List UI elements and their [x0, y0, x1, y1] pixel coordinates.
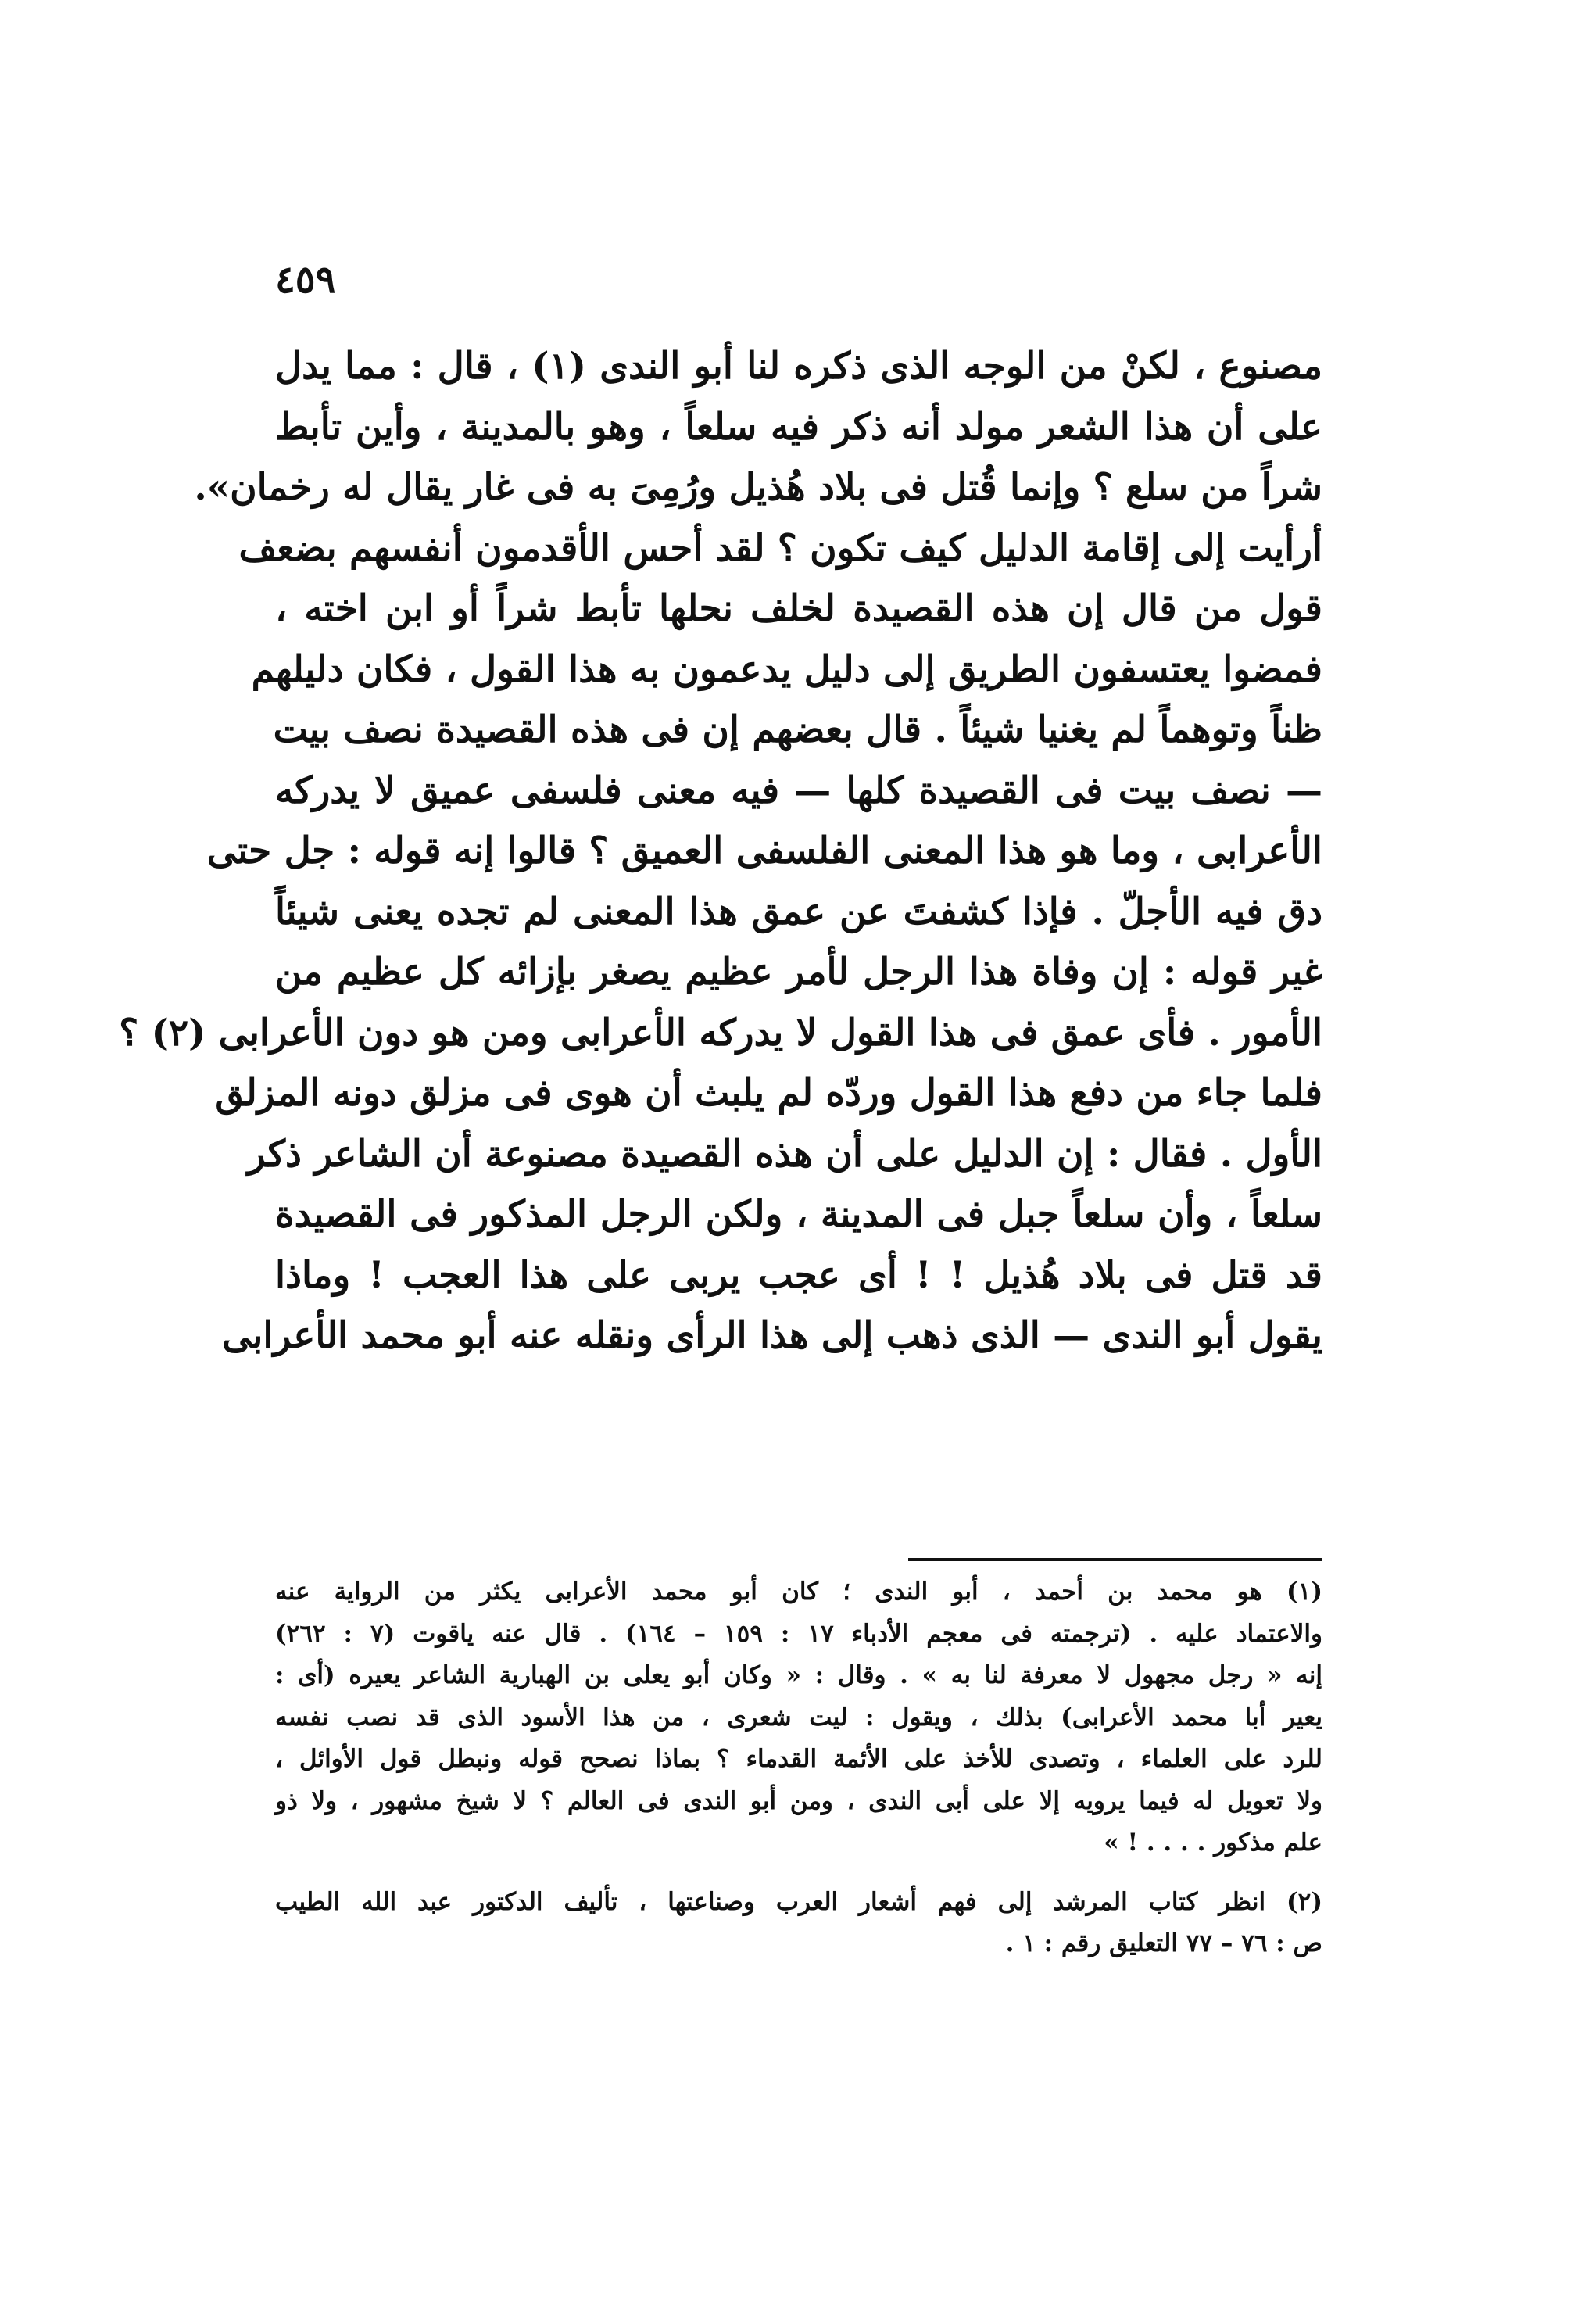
text-line: مصنوع ، لكنْ من الوجه الذى ذكره لنا أبو الندى (١) ، قال : مما يدل	[275, 345, 1322, 388]
text-line: قول من قال إن هذه القصيدة لخلف نحلها تأبط شراً أو ابن اخته ،	[275, 587, 1322, 630]
text-line: فلما جاء من دفع هذا القول وردّه لم يلبث أن هوى فى مزلق دونه المزلق	[215, 1072, 1322, 1115]
text-line: ظناً وتوهماً لم يغنيا شيئاً . قال بعضهم إن فى هذه القصيدة نصف بيت	[273, 708, 1322, 751]
text-line: غير قوله : إن وفاة هذا الرجل لأمر عظيم يصغر بإزائه كل عظيم من	[275, 951, 1322, 994]
footnote-line: علم مذكور . . . . ! »	[1104, 1828, 1322, 1857]
text-line: شراً من سلع ؟ وإنما قُتل فى بلاد هُذيل ورُمِىَ به فى غار يقال له رخمان».	[194, 466, 1322, 509]
text-line: سلعاً ، وأن سلعاً جبل فى المدينة ، ولكن الرجل المذكور فى القصيدة	[275, 1193, 1322, 1236]
footnotes	[275, 1571, 1322, 1965]
text-line: — نصف بيت فى القصيدة كلها — فيه معنى فلسفى عميق لا يدركه	[275, 768, 1322, 812]
footnote-line: ولا تعويل له فيما يرويه إلا على أبى الندى ، ومن أبو الندى فى العالم ؟ لا شيخ مشهور ، ولا ذو	[275, 1786, 1322, 1815]
footnote-divider	[908, 1558, 1322, 1561]
text-line: قد قتل فى بلاد هُذيل ! ! أى عجب يربى على هذا العجب ! وماذا	[275, 1253, 1322, 1297]
footnote-line: (٢) انظر كتاب المرشد إلى فهم أشعار العرب وصناعتها ، تأليف الدكتور عبد الله الطيب	[275, 1887, 1322, 1916]
text-line: دق فيه الأجلّ . فإذا كشفتَ عن عمق هذا المعنى لم تجده يعنى شيئاً	[275, 890, 1322, 933]
footnote-2	[275, 1882, 1322, 1965]
footnote-line: إنه « رجل مجهول لا معرفة لنا به » . وقال : « وكان أبو يعلى بن الهبارية الشاعر يعيره (أى :	[275, 1661, 1322, 1689]
footnote-spacer	[275, 1864, 1322, 1882]
text-line: الأول . فقال : إن الدليل على أن هذه القصيدة مصنوعة أن الشاعر ذكر	[247, 1132, 1322, 1176]
footnote-line: (١) هو محمد بن أحمد ، أبو الندى ؛ كان أبو محمد الأعرابى يكثر من الرواية عنه	[275, 1578, 1322, 1606]
footnote-line: ص : ٧٦ – ٧٧ التعليق رقم : ١ .	[1005, 1929, 1322, 1957]
text-line: فمضوا يعتسفون الطريق إلى دليل يدعمون به هذا القول ، فكان دليلهم	[251, 647, 1322, 691]
text-line: على أن هذا الشعر مولد أنه ذكر فيه سلعاً ، وهو بالمدينة ، وأين تأبط	[275, 405, 1322, 449]
footnote-line: يعير أبا محمد الأعرابى) بذلك ، ويقول : ليت شعرى ، من هذا الأسود الذى قد نصب نفسه	[275, 1703, 1322, 1732]
text-line: الأعرابى ، وما هو هذا المعنى الفلسفى العميق ؟ قالوا إنه قوله : جل حتى	[206, 829, 1322, 872]
page-number: ٤٥٩	[275, 258, 336, 302]
footnote-1	[275, 1571, 1322, 1864]
text-line: أرأيت إلى إقامة الدليل كيف تكون ؟ لقد أحس الأقدمون أنفسهم بضعف	[238, 526, 1322, 570]
main-text	[119, 336, 1322, 1366]
footnote-line: والاعتماد عليه . (ترجمته فى معجم الأدباء ١٧ : ١٥٩ – ١٦٤) . قال عنه ياقوت (٧ : ٢٦٢)	[275, 1619, 1322, 1648]
text-line: يقول أبو الندى — الذى ذهب إلى هذا الرأى ونقله عنه أبو محمد الأعرابى	[222, 1314, 1322, 1357]
footnote-line: للرد على العلماء ، وتصدى للأخذ على الأئمة القدماء ؟ بماذا نصحح قوله ونبطل قول الأوائل ،	[275, 1745, 1322, 1773]
text-line: الأمور . فأى عمق فى هذا القول لا يدركه الأعرابى ومن هو دون الأعرابى (٢) ؟	[119, 1011, 1322, 1055]
